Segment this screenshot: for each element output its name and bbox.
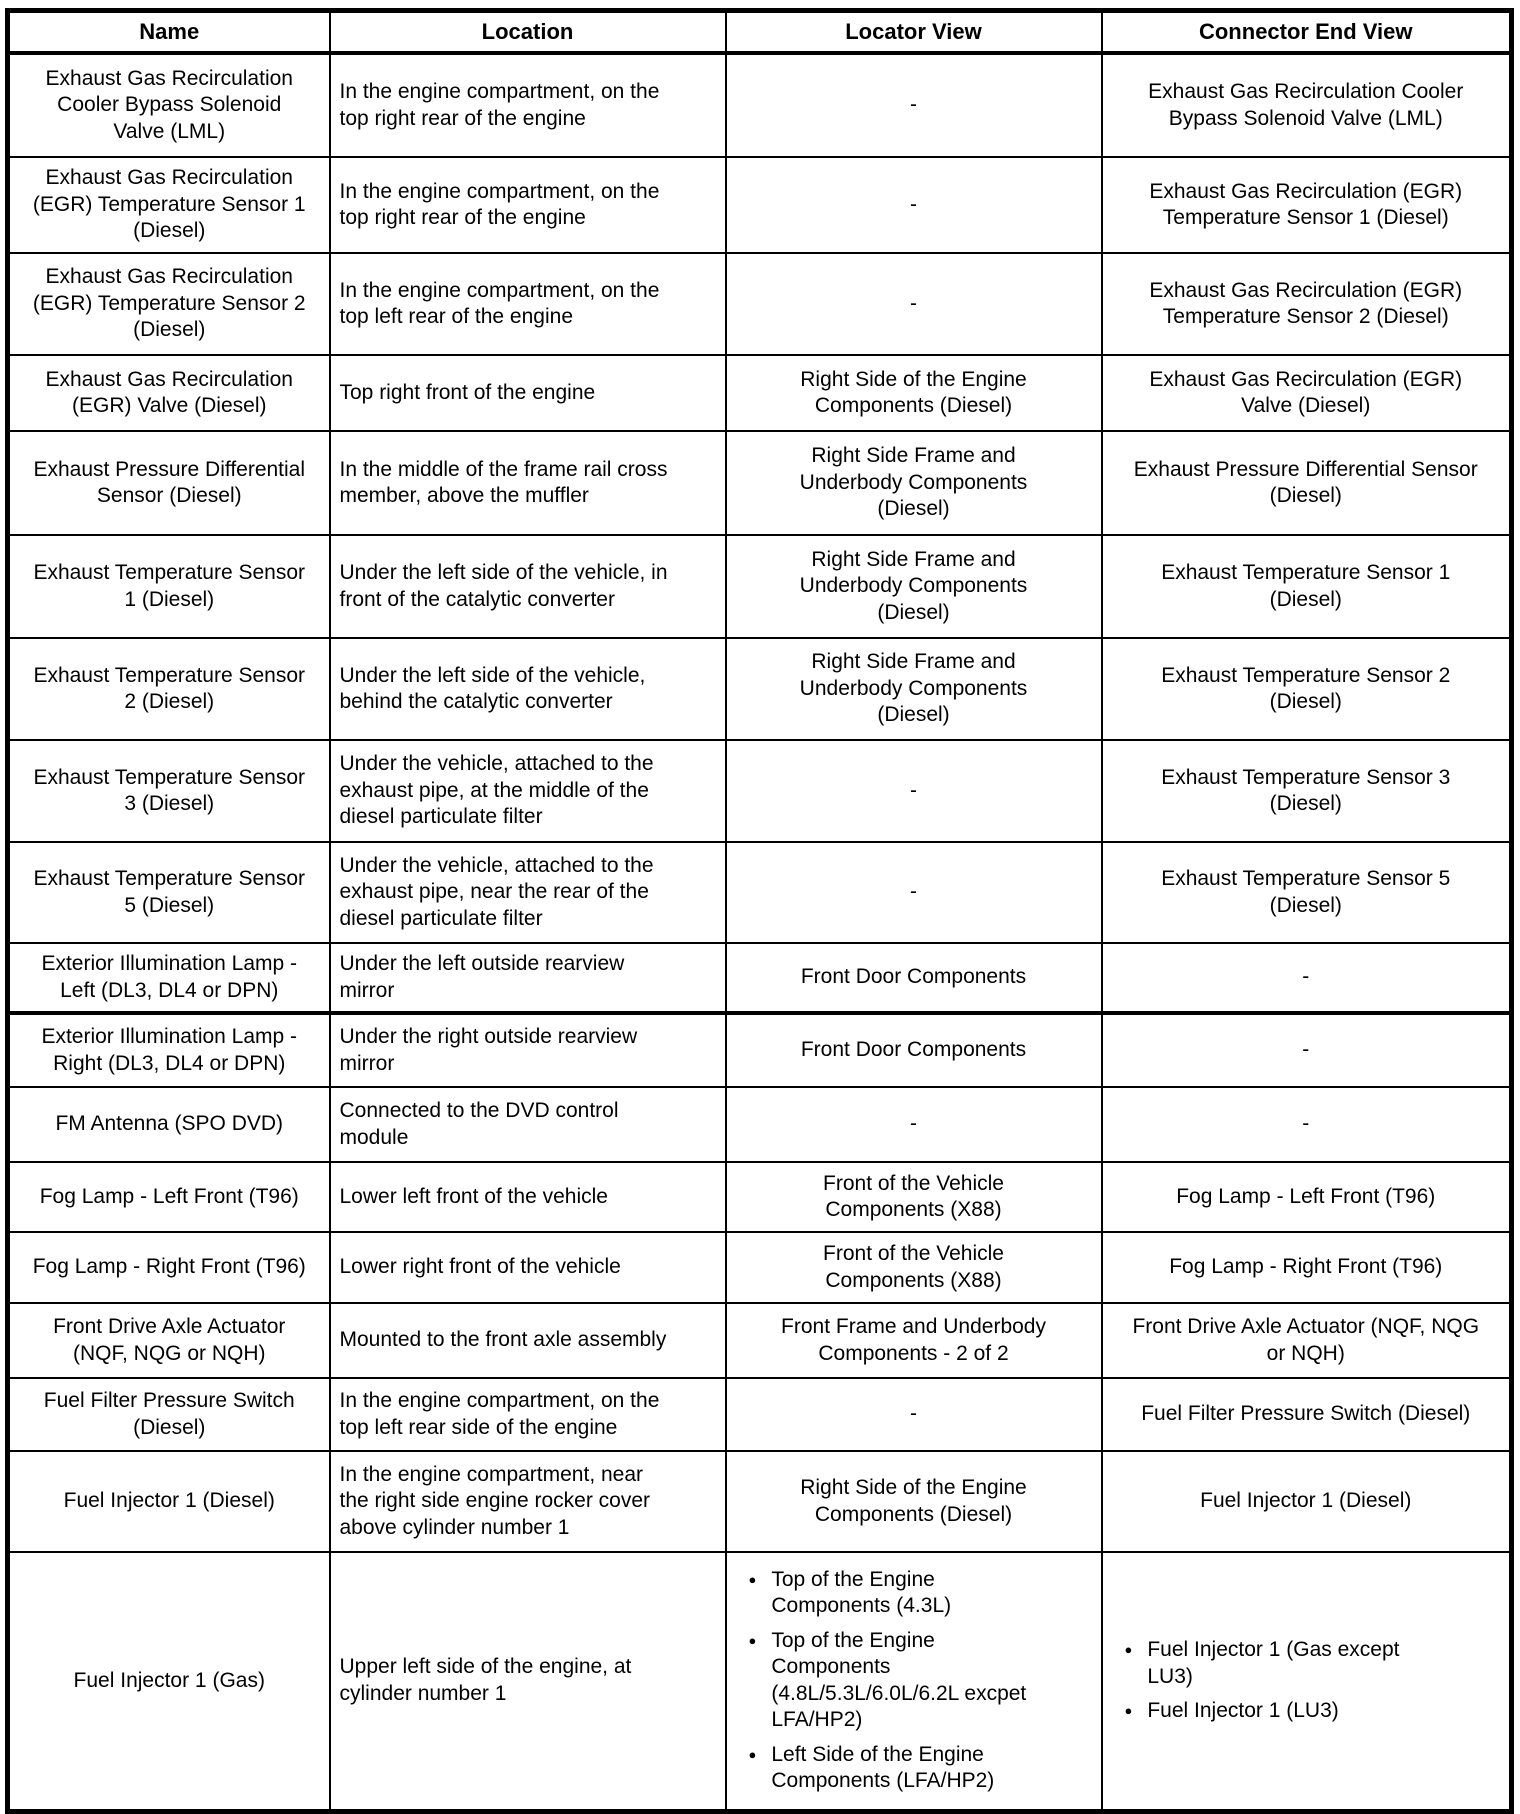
cell-text: Exhaust Gas Recirculation (EGR) Valve (Diesel) [1149, 367, 1463, 417]
cell-text: Exhaust Temperature Sensor 1 (Diesel) [1161, 561, 1451, 611]
bullet-list [1109, 1637, 1504, 1724]
cell-location [330, 638, 726, 740]
bullet-item [749, 1628, 1095, 1734]
cell-text: Exhaust Temperature Sensor 5 (Diesel) [1161, 867, 1451, 917]
table-row [8, 943, 1512, 1013]
cell-text: - [910, 880, 917, 904]
cell-text: - [1302, 1038, 1310, 1062]
cell-text: Exhaust Temperature Sensor 5 (Diesel) [33, 867, 306, 917]
cell-locator-view [726, 431, 1102, 535]
table-row [8, 355, 1512, 431]
cell-locator-view [726, 253, 1102, 355]
cell-text: Under the left outside rearview mirror [339, 952, 625, 1002]
header-row [8, 11, 1512, 54]
cell-text: - [910, 93, 917, 117]
cell-connector-end-view [1102, 842, 1512, 943]
bullet-text: Top of the Engine Components (4.8L/5.3L/6.0L/6.2L excpet LFA/HP2) [771, 1628, 1027, 1732]
cell-location [330, 535, 726, 638]
cell-connector-end-view [1102, 1378, 1512, 1451]
bullet-item [749, 1567, 1095, 1620]
cell-text: Exhaust Temperature Sensor 2 (Diesel) [1161, 663, 1451, 713]
cell-location [330, 1232, 726, 1303]
cell-text: - [1302, 1112, 1310, 1136]
cell-text: Fog Lamp - Left Front (T96) [39, 1184, 299, 1208]
cell-text: - [910, 291, 917, 315]
bullet-item [1125, 1698, 1504, 1724]
cell-connector-end-view [1102, 53, 1512, 157]
cell-text: Fuel Filter Pressure Switch (Diesel) [1141, 1402, 1471, 1426]
bullet-icon: ● [1124, 1642, 1133, 1658]
table-body [8, 53, 1512, 1811]
cell-text: Fuel Filter Pressure Switch (Diesel) [43, 1389, 295, 1439]
cell-text: Exhaust Gas Recirculation Cooler Bypass Solenoid Valve (LML) [1148, 80, 1464, 130]
cell-text: Front of the Vehicle Components (X88) [823, 1171, 1004, 1221]
cell-text: Mounted to the front axle assembly [339, 1328, 667, 1352]
cell-connector-end-view [1102, 1087, 1512, 1162]
cell-locator-view [726, 1451, 1102, 1552]
cell-name [8, 740, 330, 842]
cell-location [330, 53, 726, 157]
cell-text: - [910, 778, 917, 802]
table-row [8, 842, 1512, 943]
cell-text: Front of the Vehicle Components (X88) [823, 1242, 1004, 1292]
table-row [8, 53, 1512, 157]
cell-connector-end-view [1102, 1552, 1512, 1811]
bullet-list [733, 1567, 1095, 1795]
table-row [8, 1162, 1512, 1232]
cell-name [8, 1087, 330, 1162]
cell-connector-end-view [1102, 1013, 1512, 1087]
table-row [8, 253, 1512, 355]
cell-text: Fuel Injector 1 (Diesel) [1200, 1489, 1412, 1513]
cell-text: Fog Lamp - Right Front (T96) [32, 1255, 306, 1279]
column-header-location: Location [330, 11, 726, 54]
cell-text: FM Antenna (SPO DVD) [55, 1112, 284, 1136]
cell-text: Exhaust Gas Recirculation (EGR) Temperature Sensor 1 (Diesel) [32, 166, 306, 243]
cell-text: In the engine compartment, on the top right rear of the engine [339, 179, 660, 229]
cell-name [8, 1232, 330, 1303]
bullet-icon: ● [748, 1632, 757, 1648]
bullet-item [749, 1742, 1095, 1795]
cell-text: Exhaust Pressure Differential Sensor (Diesel) [33, 457, 306, 507]
cell-text: In the engine compartment, on the top left rear side of the engine [339, 1389, 660, 1439]
cell-text: Upper left side of the engine, at cylinder number 1 [339, 1655, 632, 1705]
cell-location [330, 157, 726, 253]
cell-text: Lower left front of the vehicle [339, 1184, 608, 1208]
cell-locator-view [726, 1087, 1102, 1162]
bullet-text: Fuel Injector 1 (Gas except LU3) [1147, 1638, 1400, 1688]
cell-location [330, 253, 726, 355]
cell-locator-view [726, 1303, 1102, 1378]
cell-name [8, 1378, 330, 1451]
bullet-item [1125, 1637, 1504, 1690]
cell-locator-view [726, 53, 1102, 157]
table-row [8, 1013, 1512, 1087]
cell-text: Exterior Illumination Lamp - Right (DL3, DL4 or DPN) [41, 1025, 298, 1075]
table-row [8, 1378, 1512, 1451]
column-header-connector-end-view: Connector End View [1102, 11, 1512, 54]
cell-name [8, 355, 330, 431]
cell-text: Top right front of the engine [339, 380, 596, 404]
cell-text: In the engine compartment, on the top right rear of the engine [339, 80, 660, 130]
cell-location [330, 1087, 726, 1162]
cell-connector-end-view [1102, 638, 1512, 740]
component-locator-table [5, 8, 1514, 1814]
cell-locator-view [726, 1378, 1102, 1451]
cell-connector-end-view [1102, 157, 1512, 253]
cell-name [8, 1451, 330, 1552]
cell-location [330, 1378, 726, 1451]
cell-connector-end-view [1102, 1451, 1512, 1552]
cell-locator-view [726, 1013, 1102, 1087]
cell-text: - [1302, 965, 1310, 989]
cell-locator-view [726, 535, 1102, 638]
cell-text: Exhaust Gas Recirculation (EGR) Temperature Sensor 2 (Diesel) [32, 265, 306, 342]
cell-name [8, 1303, 330, 1378]
cell-text: In the engine compartment, on the top left rear of the engine [339, 278, 660, 328]
bullet-icon: ● [1124, 1702, 1133, 1718]
cell-text: Under the vehicle, attached to the exhaust pipe, near the rear of the diesel particulate filter [339, 853, 654, 930]
cell-name [8, 253, 330, 355]
cell-connector-end-view [1102, 355, 1512, 431]
cell-location [330, 842, 726, 943]
cell-text: In the engine compartment, near the right side engine rocker cover above cylinder number 1 [339, 1462, 650, 1539]
cell-text: Front Door Components [800, 1038, 1027, 1062]
cell-text: Lower right front of the vehicle [339, 1255, 621, 1279]
cell-locator-view [726, 1232, 1102, 1303]
cell-connector-end-view [1102, 740, 1512, 842]
cell-name [8, 431, 330, 535]
cell-location [330, 943, 726, 1013]
table-row [8, 1451, 1512, 1552]
table-row [8, 1087, 1512, 1162]
cell-text: Exhaust Pressure Differential Sensor (Diesel) [1133, 457, 1478, 507]
bullet-icon: ● [748, 1746, 757, 1762]
cell-connector-end-view [1102, 253, 1512, 355]
table-row [8, 1552, 1512, 1811]
cell-text: Right Side of the Engine Components (Diesel) [800, 367, 1027, 417]
cell-locator-view [726, 1552, 1102, 1811]
cell-location [330, 1013, 726, 1087]
table-row [8, 1303, 1512, 1378]
bullet-text: Top of the Engine Components (4.3L) [771, 1567, 952, 1618]
cell-text: Front Door Components [800, 965, 1027, 989]
cell-text: Under the left side of the vehicle, behind the catalytic converter [339, 663, 646, 713]
cell-text: Exhaust Temperature Sensor 2 (Diesel) [33, 663, 306, 713]
table-row [8, 535, 1512, 638]
cell-text: Fog Lamp - Left Front (T96) [1176, 1184, 1436, 1208]
cell-name [8, 842, 330, 943]
cell-location [330, 355, 726, 431]
cell-name [8, 1162, 330, 1232]
cell-text: Exhaust Gas Recirculation (EGR) Valve (Diesel) [45, 367, 293, 417]
cell-connector-end-view [1102, 1232, 1512, 1303]
table-header [8, 11, 1512, 54]
column-header-locator-view: Locator View [726, 11, 1102, 54]
cell-location [330, 431, 726, 535]
table-row [8, 638, 1512, 740]
cell-name [8, 1013, 330, 1087]
table-row [8, 740, 1512, 842]
table-row [8, 157, 1512, 253]
cell-text: Exterior Illumination Lamp - Left (DL3, DL4 or DPN) [41, 952, 298, 1002]
bullet-text: Fuel Injector 1 (LU3) [1147, 1698, 1339, 1722]
cell-text: Right Side of the Engine Components (Diesel) [800, 1476, 1027, 1526]
cell-locator-view [726, 355, 1102, 431]
cell-text: Exhaust Temperature Sensor 3 (Diesel) [33, 765, 306, 815]
column-header-name: Name [8, 11, 330, 54]
cell-text: Right Side Frame and Underbody Components (Diesel) [799, 650, 1028, 727]
cell-text: Exhaust Gas Recirculation Cooler Bypass Solenoid Valve (LML) [45, 66, 293, 143]
cell-location [330, 740, 726, 842]
bullet-icon: ● [748, 1571, 757, 1587]
cell-text: Under the left side of the vehicle, in front of the catalytic converter [339, 561, 668, 611]
cell-text: Connected to the DVD control module [339, 1099, 619, 1149]
cell-locator-view [726, 943, 1102, 1013]
cell-name [8, 943, 330, 1013]
cell-text: Right Side Frame and Underbody Components (Diesel) [799, 547, 1028, 624]
cell-text: Fog Lamp - Right Front (T96) [1169, 1255, 1443, 1279]
cell-locator-view [726, 638, 1102, 740]
cell-name [8, 535, 330, 638]
cell-text: Exhaust Temperature Sensor 1 (Diesel) [33, 561, 306, 611]
cell-connector-end-view [1102, 1162, 1512, 1232]
cell-locator-view [726, 740, 1102, 842]
cell-text: - [910, 1112, 917, 1136]
cell-name [8, 53, 330, 157]
cell-text: Exhaust Temperature Sensor 3 (Diesel) [1161, 765, 1451, 815]
cell-location [330, 1552, 726, 1811]
cell-name [8, 638, 330, 740]
cell-text: Under the vehicle, attached to the exhaust pipe, at the middle of the diesel particulate filter [339, 752, 654, 829]
cell-text: Front Drive Axle Actuator (NQF, NQG or NQH) [1132, 1315, 1480, 1365]
bullet-text: Left Side of the Engine Components (LFA/HP2) [771, 1742, 995, 1793]
cell-text: Front Drive Axle Actuator (NQF, NQG or NQH) [53, 1315, 286, 1365]
cell-location [330, 1303, 726, 1378]
cell-location [330, 1162, 726, 1232]
cell-locator-view [726, 842, 1102, 943]
cell-name [8, 157, 330, 253]
cell-text: Fuel Injector 1 (Gas) [73, 1668, 265, 1692]
cell-name [8, 1552, 330, 1811]
cell-connector-end-view [1102, 1303, 1512, 1378]
cell-text: Front Frame and Underbody Components - 2 of 2 [781, 1315, 1046, 1365]
cell-locator-view [726, 157, 1102, 253]
cell-text: Fuel Injector 1 (Diesel) [63, 1489, 275, 1513]
cell-text: Exhaust Gas Recirculation (EGR) Temperature Sensor 1 (Diesel) [1149, 179, 1463, 229]
table-row [8, 1232, 1512, 1303]
cell-text: - [910, 192, 917, 216]
cell-locator-view [726, 1162, 1102, 1232]
cell-text: Exhaust Gas Recirculation (EGR) Temperature Sensor 2 (Diesel) [1149, 278, 1463, 328]
cell-text: Right Side Frame and Underbody Components (Diesel) [799, 444, 1028, 521]
table-row [8, 431, 1512, 535]
cell-location [330, 1451, 726, 1552]
cell-text: Under the right outside rearview mirror [339, 1025, 638, 1075]
cell-connector-end-view [1102, 943, 1512, 1013]
cell-connector-end-view [1102, 535, 1512, 638]
cell-text: In the middle of the frame rail cross member, above the muffler [339, 457, 668, 507]
cell-connector-end-view [1102, 431, 1512, 535]
cell-text: - [910, 1402, 917, 1426]
